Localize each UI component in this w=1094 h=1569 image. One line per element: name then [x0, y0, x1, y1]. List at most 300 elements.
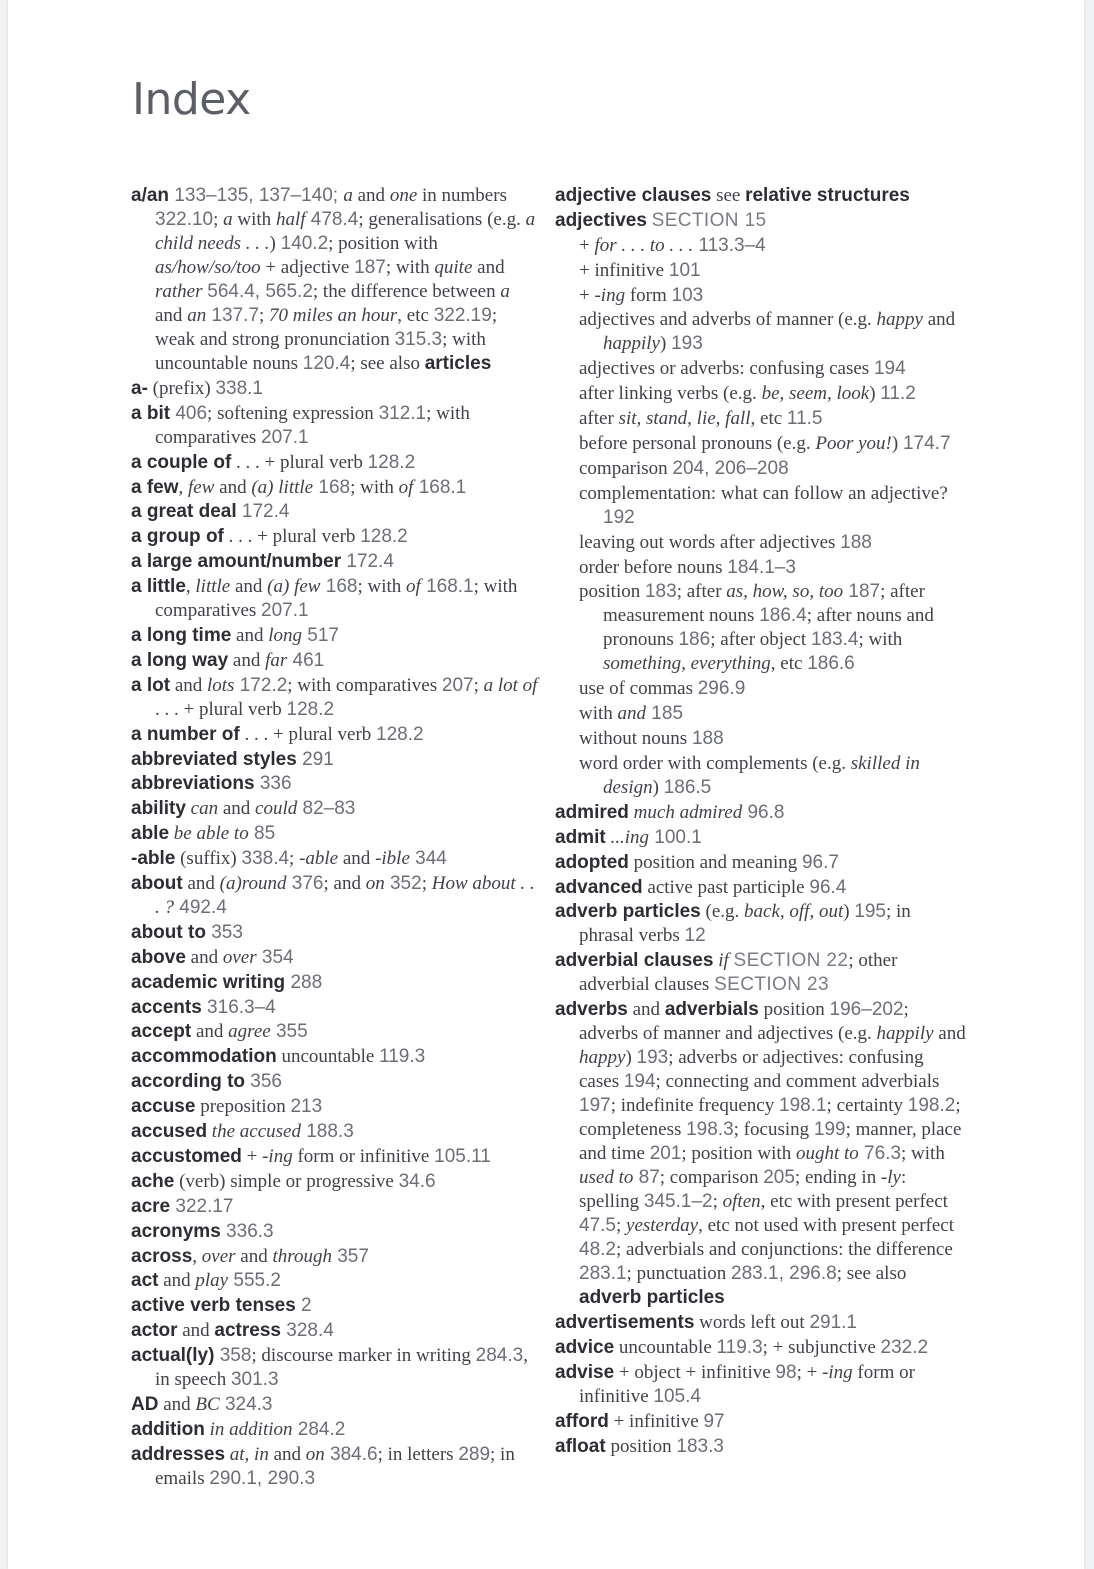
entry-page-ref: 192 — [603, 506, 635, 528]
entry-section-ref: SECTION 15 — [651, 209, 767, 231]
entry-text: and — [214, 476, 252, 498]
entry-headword: adverb particles — [579, 1287, 725, 1309]
entry-text: , — [244, 1443, 255, 1465]
entry-example: at — [229, 1443, 245, 1465]
entry-page-ref: 96.7 — [801, 851, 839, 873]
entry-page-ref: 338.4 — [241, 848, 290, 870]
entry-example: of — [406, 576, 421, 598]
entry-headword: about — [131, 873, 183, 895]
index-entry — [131, 525, 541, 549]
entry-text: and — [352, 185, 390, 206]
entry-page-ref: 11.2 — [880, 383, 916, 405]
entry-page-ref: 105.4 — [653, 1385, 701, 1407]
entry-example: for . . . to . . . — [594, 234, 694, 256]
index-entry — [131, 1418, 541, 1442]
entry-example: on — [365, 873, 385, 895]
index-entry — [131, 1020, 541, 1044]
entry-text: after — [579, 408, 619, 430]
entry-text: ; see also — [350, 353, 425, 374]
entry-text: ; after object — [710, 629, 811, 651]
entry-page-ref: 47.5 — [579, 1215, 616, 1237]
entry-text: ; + — [796, 1361, 823, 1383]
index-entry — [131, 1045, 541, 1069]
entry-text: position and meaning — [628, 851, 802, 873]
entry-example: as/how/so/too — [155, 257, 261, 278]
entry-example: far — [265, 649, 288, 671]
entry-text: ; see also — [836, 1263, 907, 1285]
entry-headword: actor — [131, 1320, 178, 1342]
index-entry — [131, 500, 541, 524]
entry-page-ref: 168 — [313, 476, 351, 498]
index-subentry — [555, 752, 967, 800]
entry-headword: adverbs — [555, 999, 628, 1021]
entry-headword: advice — [555, 1337, 615, 1359]
entry-page-ref: 283.1, 296.8 — [731, 1263, 837, 1285]
page-title: Index — [132, 74, 251, 125]
entry-text: comparison — [579, 457, 673, 479]
entry-text: ) — [652, 777, 664, 799]
entry-text: , etc with present perfect — [760, 1191, 948, 1213]
entry-example: ...ing — [610, 826, 649, 848]
entry-text: + adjective — [260, 257, 355, 278]
entry-page-ref: 328.4 — [280, 1320, 334, 1342]
entry-example: an — [187, 305, 207, 326]
entry-page-ref: 196–202 — [829, 999, 904, 1021]
entry-headword: a long time — [131, 625, 232, 647]
entry-headword: accused — [131, 1121, 208, 1143]
entry-example: quite — [434, 257, 473, 278]
entry-page-ref: 113.3–4 — [693, 234, 766, 256]
entry-page-ref: 103 — [671, 284, 704, 306]
entry-text: ; — [712, 1191, 723, 1213]
entry-example: back, off, out — [744, 901, 844, 923]
index-entry — [555, 900, 967, 948]
index-entry — [131, 1095, 541, 1119]
index-entry — [555, 1336, 967, 1360]
entry-text: active past participle — [642, 876, 810, 898]
entry-text: ; — [289, 848, 300, 870]
entry-page-ref: 186 — [678, 629, 711, 651]
entry-text: , in speech — [155, 1345, 528, 1391]
entry-page-ref: 461 — [287, 649, 325, 671]
entry-page-ref: 197 — [579, 1095, 611, 1117]
index-entry — [131, 1393, 541, 1417]
entry-text: and — [472, 257, 505, 278]
entry-example: 70 miles an hour — [269, 305, 398, 326]
entry-text: ; in phrasal verbs — [579, 901, 911, 947]
entry-page-ref: 283.1 — [579, 1263, 627, 1285]
index-entry — [131, 1170, 541, 1194]
entry-text: after linking verbs (e.g. — [579, 383, 762, 405]
index-column-right — [555, 184, 967, 1460]
entry-example: and — [617, 703, 647, 725]
entry-page-ref: 338.1 — [215, 377, 263, 399]
entry-text: uncountable — [276, 1046, 380, 1068]
index-entry — [131, 476, 541, 500]
entry-example: few — [188, 476, 215, 498]
entry-page-ref: 207 — [441, 674, 474, 696]
entry-page-ref: 82–83 — [297, 798, 356, 820]
entry-text: ; with comparatives — [155, 576, 518, 622]
entry-text: ) — [269, 233, 281, 254]
entry-page-ref: 315.3 — [394, 329, 443, 350]
entry-text: ; after — [676, 581, 727, 603]
entry-text: + — [241, 1145, 263, 1167]
entry-text: (suffix) — [175, 848, 242, 870]
index-entry — [131, 1145, 541, 1169]
entry-headword: according to — [131, 1071, 246, 1093]
entry-page-ref: 34.6 — [398, 1170, 436, 1192]
entry-page-ref: 194 — [873, 358, 906, 380]
entry-page-ref: 187 — [354, 257, 386, 278]
entry-text: form or infinitive — [292, 1145, 435, 1167]
entry-text: ; + subjunctive — [762, 1337, 881, 1359]
entry-example: through — [272, 1245, 332, 1267]
entry-page-ref: 168 — [320, 576, 358, 598]
entry-headword: adjective clauses — [555, 185, 712, 206]
entry-example: a — [343, 185, 353, 206]
entry-page-ref: 324.3 — [219, 1393, 273, 1415]
entry-text: ; with uncountable nouns — [155, 329, 486, 374]
entry-text: ; other adverbial clauses — [579, 950, 898, 996]
entry-example: skilled in design — [603, 753, 920, 799]
entry-headword: admit — [555, 826, 606, 848]
entry-text: before personal pronouns (e.g. — [579, 433, 816, 455]
entry-text: ; with — [858, 629, 903, 651]
entry-text: , etc not used with present perfect — [698, 1215, 955, 1237]
entry-page-ref: 384.6 — [324, 1443, 378, 1465]
entry-page-ref: 195 — [854, 901, 886, 923]
entry-headword: a bit — [131, 402, 171, 424]
entry-section-ref: SECTION 23 — [714, 974, 829, 996]
entry-text: ; with — [901, 1143, 945, 1165]
entry-page-ref: 133–135, 137–140; — [169, 185, 344, 206]
entry-headword: a long way — [131, 649, 229, 671]
index-entry — [555, 1361, 967, 1409]
entry-page-ref: 96.4 — [809, 876, 847, 898]
index-entry — [131, 1294, 541, 1318]
entry-example: (a)round — [219, 873, 287, 895]
entry-text: + — [579, 234, 595, 256]
entry-text: and — [268, 1443, 306, 1465]
entry-page-ref: 183.3 — [676, 1435, 724, 1457]
entry-page-ref: 312.1 — [378, 402, 427, 424]
entry-text: form or infinitive — [579, 1361, 915, 1407]
entry-example: ought to — [795, 1143, 859, 1165]
index-entry — [131, 996, 541, 1020]
entry-page-ref: 140.2 — [280, 233, 329, 254]
entry-page-ref: 183.4 — [810, 629, 859, 651]
entry-page-ref: 204, 206–208 — [672, 457, 789, 479]
entry-headword: a group of — [131, 526, 224, 548]
entry-example: of — [398, 476, 414, 498]
entry-page-ref: 301.3 — [230, 1369, 279, 1391]
entry-page-ref: 76.3 — [858, 1143, 902, 1165]
entry-headword: academic writing — [131, 971, 286, 993]
entry-page-ref: 168.1 — [420, 576, 474, 598]
entry-headword: a little — [131, 576, 186, 598]
entry-text: and — [933, 1023, 966, 1045]
entry-headword: adverbials — [664, 999, 759, 1021]
entry-text: see — [711, 185, 746, 206]
entry-text: + object + infinitive — [614, 1361, 776, 1383]
index-subentry — [555, 580, 967, 676]
entry-page-ref: 290.1, 290.3 — [209, 1467, 316, 1489]
index-entry — [131, 1220, 541, 1244]
entry-page-ref: 291.1 — [809, 1312, 857, 1334]
index-entry — [555, 184, 967, 208]
entry-text: position — [758, 999, 830, 1021]
entry-headword: accommodation — [131, 1046, 277, 1068]
entry-text: ) — [891, 433, 903, 455]
entry-section-ref: SECTION 22 — [733, 950, 849, 972]
entry-text: ; in letters — [377, 1443, 459, 1465]
entry-headword: advise — [555, 1361, 615, 1383]
entry-headword: addition — [131, 1418, 205, 1440]
entry-headword: abbreviations — [131, 773, 255, 795]
entry-text: adjectives or adverbs: confusing cases — [579, 358, 874, 380]
index-subentry — [555, 308, 967, 356]
entry-page-ref: 352 — [384, 873, 422, 895]
index-subentry — [555, 457, 967, 481]
entry-page-ref: 187 — [843, 581, 881, 603]
entry-headword: -able — [131, 848, 176, 870]
entry-text: ; completeness — [579, 1095, 961, 1141]
entry-text: and — [158, 1270, 196, 1292]
entry-text: preposition — [195, 1096, 291, 1118]
entry-text: position — [579, 581, 645, 603]
entry-example: -ing — [822, 1361, 853, 1383]
entry-text: and — [158, 1393, 196, 1415]
entry-example: one — [389, 185, 418, 206]
entry-text: adjectives and adverbs of manner (e.g. — [579, 309, 877, 331]
entry-text: and — [338, 848, 376, 870]
index-entry — [555, 209, 967, 233]
entry-text: ; adverbials and conjunctions: the difference — [615, 1239, 953, 1261]
entry-text: ; position with — [681, 1143, 796, 1165]
entry-text: ; — [213, 209, 224, 230]
entry-page-ref: 186.5 — [663, 777, 712, 799]
index-column-left — [131, 184, 541, 1492]
entry-page-ref: 137.7 — [206, 305, 260, 326]
entry-page-ref: 555.2 — [228, 1270, 281, 1292]
entry-text: , etc — [397, 305, 434, 326]
entry-text: and — [185, 946, 223, 968]
entry-headword: active verb tenses — [131, 1295, 296, 1317]
entry-page-ref: 48.2 — [579, 1239, 616, 1261]
index-page — [8, 0, 1084, 1569]
index-entry — [131, 872, 541, 920]
entry-text: order before nouns — [579, 556, 728, 578]
entry-text: ; and — [323, 873, 366, 895]
entry-page-ref: 336 — [254, 773, 292, 795]
index-entry — [131, 1245, 541, 1269]
index-entry — [131, 402, 541, 450]
entry-headword: articles — [424, 353, 492, 374]
entry-headword: a/an — [131, 185, 170, 206]
entry-headword: admired — [555, 801, 629, 823]
entry-headword: about to — [131, 921, 206, 943]
entry-page-ref: 186.4 — [759, 605, 807, 627]
entry-page-ref: 322.10 — [155, 209, 214, 230]
entry-headword: a number of — [131, 723, 240, 745]
entry-example: a — [223, 209, 233, 230]
entry-page-ref: 316.3–4 — [201, 996, 276, 1018]
entry-text: and — [228, 649, 266, 671]
index-entry — [131, 772, 541, 796]
entry-text: word order with complements (e.g. — [579, 753, 851, 775]
entry-page-ref: 193 — [636, 1047, 669, 1069]
entry-example: happy — [876, 309, 923, 331]
entry-text: and — [155, 305, 188, 326]
entry-page-ref: 128.2 — [376, 723, 424, 745]
entry-text: ) — [869, 383, 881, 405]
entry-page-ref: 172.2 — [234, 674, 288, 696]
entry-page-ref: 188.3 — [300, 1121, 354, 1143]
entry-text: and — [922, 309, 956, 331]
entry-example: could — [255, 798, 298, 820]
entry-text: and — [177, 1320, 215, 1342]
entry-text: with — [232, 209, 276, 230]
entry-page-ref: 207.1 — [261, 426, 309, 448]
index-entry — [131, 550, 541, 574]
entry-text: leaving out words after adjectives — [579, 531, 841, 553]
entry-headword: a couple of — [131, 451, 232, 473]
entry-example: -ing — [594, 284, 626, 306]
entry-example: -able — [299, 848, 339, 870]
entry-page-ref: 296.9 — [697, 678, 746, 700]
entry-text: , — [192, 1245, 202, 1267]
entry-page-ref: 120.4 — [302, 353, 351, 374]
entry-page-ref: 345.1–2 — [643, 1191, 713, 1213]
entry-page-ref: 101 — [668, 259, 701, 281]
index-entry — [555, 998, 967, 1310]
entry-text: : spelling — [579, 1167, 907, 1213]
entry-page-ref: 406 — [170, 402, 208, 424]
index-subentry — [555, 407, 967, 431]
entry-text: and — [170, 674, 207, 696]
index-entry — [131, 971, 541, 995]
entry-page-ref: 201 — [649, 1143, 682, 1165]
entry-text: without nouns — [579, 728, 692, 750]
entry-text: ; with comparatives — [155, 402, 470, 448]
index-subentry — [555, 727, 967, 751]
entry-page-ref: 336.3 — [220, 1220, 274, 1242]
entry-page-ref: 322.17 — [170, 1195, 234, 1217]
entry-headword: actual(ly) — [131, 1345, 215, 1367]
entry-headword: a- — [131, 377, 148, 399]
entry-example: BC — [195, 1393, 220, 1415]
index-entry — [131, 822, 541, 846]
entry-text: ; comparison — [659, 1167, 764, 1189]
entry-example: over — [201, 1245, 236, 1267]
entry-headword: acronyms — [131, 1220, 221, 1242]
entry-page-ref: 376 — [286, 873, 324, 895]
entry-text: ; with comparatives — [287, 674, 442, 696]
entry-example: used to — [579, 1167, 634, 1189]
entry-text: ; indefinite frequency — [610, 1095, 779, 1117]
entry-text: and — [191, 1021, 229, 1043]
entry-page-ref: 353 — [205, 921, 243, 943]
entry-page-ref: 98 — [775, 1361, 797, 1383]
index-entry — [555, 1311, 967, 1335]
entry-text: and — [235, 1245, 273, 1267]
entry-page-ref: 186.6 — [807, 653, 855, 675]
entry-text: + — [579, 284, 595, 306]
entry-text: ; the difference between — [312, 281, 501, 302]
entry-text: use of commas — [579, 678, 698, 700]
index-entry — [131, 1195, 541, 1219]
entry-page-ref: 172.4 — [236, 501, 290, 523]
entry-text: and — [182, 873, 220, 895]
index-subentry — [555, 357, 967, 381]
entry-text: ; after nouns and pronouns — [603, 605, 934, 651]
entry-text: ; manner, place and time — [579, 1119, 962, 1165]
index-entry — [131, 649, 541, 673]
entry-text: with — [579, 703, 618, 725]
entry-page-ref: 11.5 — [786, 408, 823, 430]
entry-headword: accept — [131, 1021, 192, 1043]
index-subentry — [555, 531, 967, 555]
entry-page-ref: 12 — [684, 925, 706, 947]
entry-example: How about . . . ? — [155, 873, 535, 919]
index-entry — [131, 1344, 541, 1392]
entry-headword: adjectives — [555, 209, 647, 231]
index-entry — [131, 921, 541, 945]
entry-page-ref: 291 — [296, 748, 334, 770]
entry-page-ref: 213 — [290, 1096, 323, 1118]
index-entry — [131, 377, 541, 401]
index-entry — [555, 826, 967, 850]
entry-page-ref: 128.2 — [367, 451, 416, 473]
entry-page-ref: 517 — [302, 625, 339, 647]
entry-text: ; with — [357, 576, 407, 598]
entry-text: ; after measurement nouns — [603, 581, 925, 627]
entry-example: over — [222, 946, 257, 968]
entry-text: ; adverbs or adjectives: confusing cases — [579, 1047, 924, 1093]
entry-text: ) — [843, 901, 855, 923]
entry-headword: advanced — [555, 876, 643, 898]
entry-headword: a lot — [131, 674, 171, 696]
entry-example: a — [500, 281, 510, 302]
entry-text: ; focusing — [733, 1119, 814, 1141]
entry-example: happily — [603, 333, 660, 355]
index-entry — [555, 1435, 967, 1459]
entry-text: , — [185, 576, 196, 598]
index-entry — [555, 949, 967, 997]
entry-example: can — [190, 798, 219, 820]
index-entry — [131, 847, 541, 871]
entry-text: ; certainty — [826, 1095, 908, 1117]
entry-text: uncountable — [614, 1337, 717, 1359]
entry-text: and — [231, 625, 269, 647]
index-entry — [131, 1120, 541, 1144]
entry-page-ref: 168.1 — [413, 476, 467, 498]
entry-headword: abbreviated styles — [131, 748, 297, 770]
entry-page-ref: 87 — [633, 1167, 660, 1189]
entry-text: ; with — [385, 257, 435, 278]
entry-page-ref: 183 — [644, 581, 677, 603]
entry-text: form — [625, 284, 672, 306]
entry-page-ref: 185 — [646, 703, 684, 725]
entry-example: -ible — [375, 848, 410, 870]
entry-example: be able to — [173, 823, 249, 845]
entry-page-ref: 85 — [248, 823, 276, 845]
entry-page-ref: 188 — [840, 531, 872, 553]
entry-example: agree — [228, 1021, 271, 1043]
index-entry — [555, 876, 967, 900]
entry-text: ; — [259, 305, 270, 326]
